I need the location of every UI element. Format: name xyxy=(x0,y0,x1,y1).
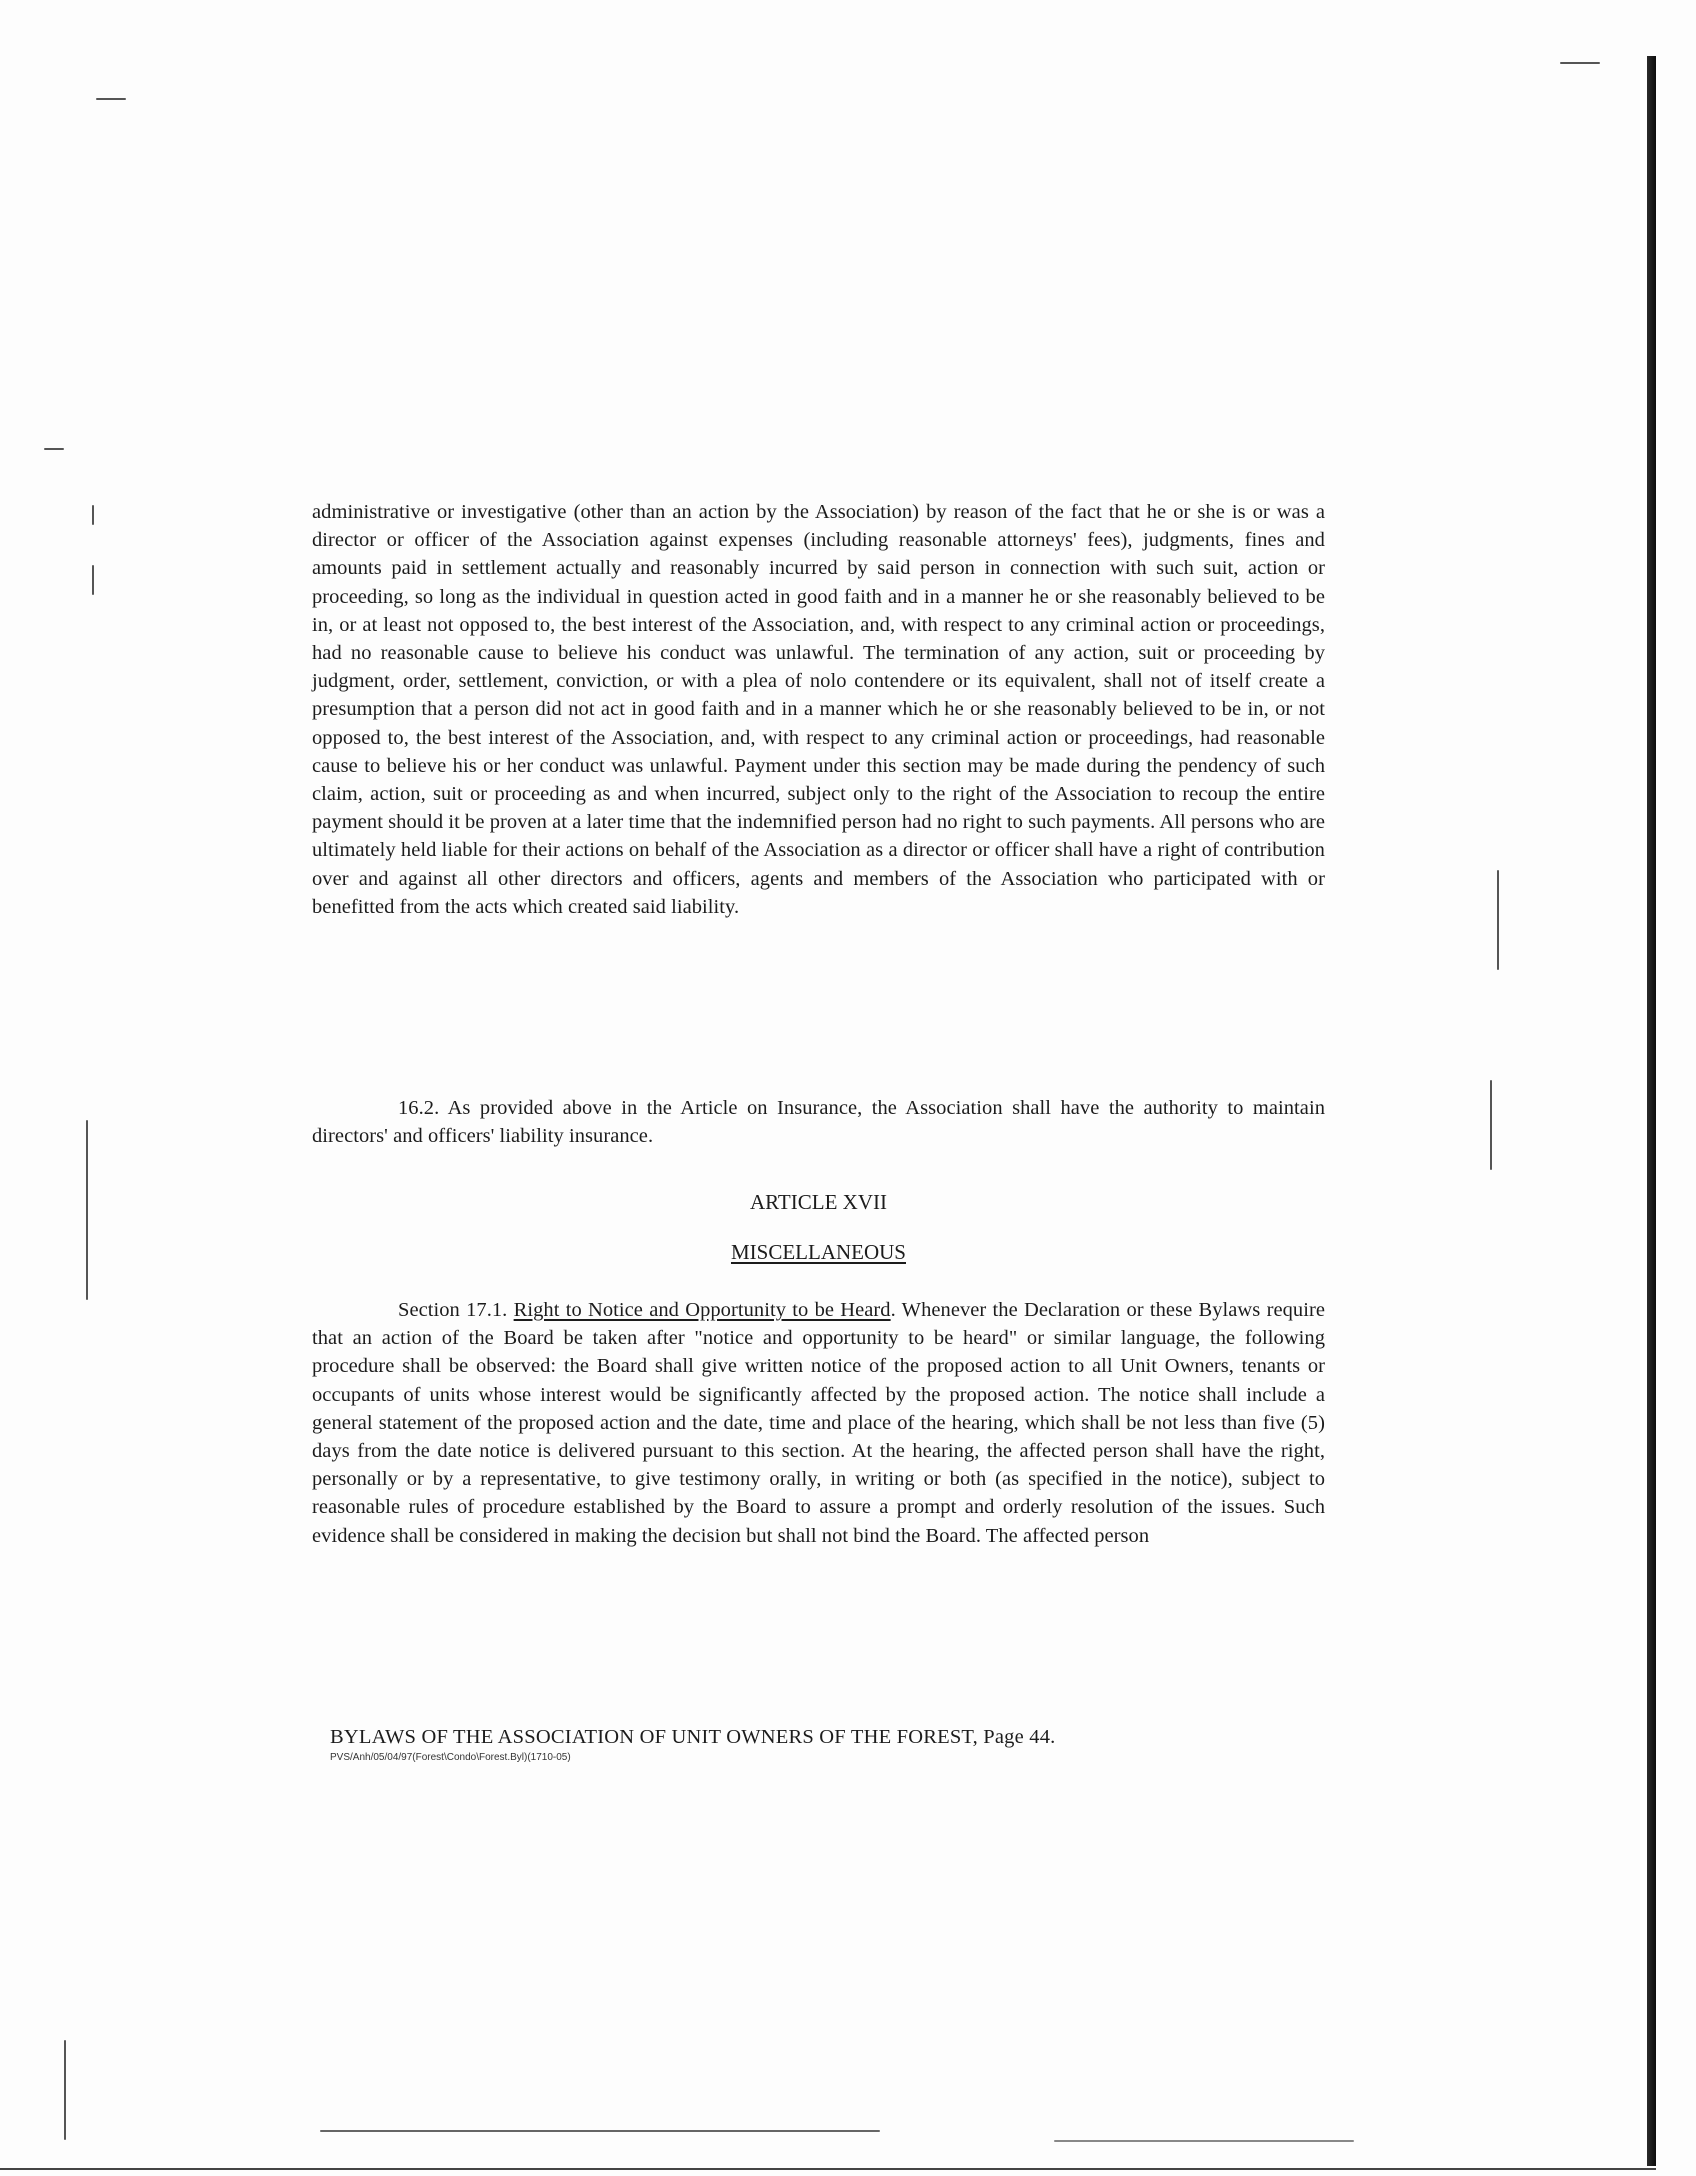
scan-speck xyxy=(92,505,94,525)
scan-speck xyxy=(92,565,94,595)
article-subheading-text: MISCELLANEOUS xyxy=(730,1240,906,1264)
scan-speck xyxy=(1497,870,1499,970)
scan-speck xyxy=(320,2130,880,2132)
scan-speck xyxy=(1054,2140,1354,2142)
section-title: Right to Notice and Opportunity to be Heard xyxy=(513,1299,891,1321)
page-footer: BYLAWS OF THE ASSOCIATION OF UNIT OWNERS OF THE FOREST, Page 44. xyxy=(330,1726,1056,1748)
scan-speck xyxy=(44,448,64,450)
scan-speck xyxy=(86,1120,88,1300)
scan-speck xyxy=(1490,1080,1492,1170)
scan-speck xyxy=(1560,62,1600,64)
section-prefix: Section 17.1. xyxy=(398,1299,508,1321)
article-subheading xyxy=(312,1240,1325,1265)
indemnification-paragraph: administrative or investigative (other than an action by the Association) by reason of the fact that he or she is or was a director or officer of the Association against expenses (including reasonable attorneys' fees), judgments, fines and amounts paid in settlement actually and reasonably incurred by said person in connection with such suit, action or proceeding, so long as the individual in question acted in good faith and in a manner he or she reasonably believed to be in, or at least not opposed to, the best interest of the Association, and, with respect to any criminal action or proceedings, had no reasonable cause to believe his conduct was unlawful. The termination of any action, suit or proceeding by judgment, order, settlement, conviction, or with a plea of nolo contendere or its equivalent, shall not of itself create a presumption that a person did not act in good faith and in a manner which he or she reasonably believed to be in, or not opposed to, the best interest of the Association, and, with respect to any criminal action or proceedings, had reasonable cause to believe his or her conduct was unlawful. Payment under this section may be made during the pendency of such claim, action, suit or proceeding as and when incurred, subject only to the right of the Association to recoup the entire payment should it be proven at a later time that the indemnified person had no right to such payments. All persons who are ultimately held liable for their actions on behalf of the Association as a director or officer shall have a right of contribution over and against all other directors and officers, agents and members of the Association who participated with or benefitted from the acts which created said liability. xyxy=(312,501,1325,918)
section-17-1-paragraph xyxy=(312,1296,1325,1550)
scan-edge-right xyxy=(1647,56,1656,2166)
article-heading: ARTICLE XVII xyxy=(750,1190,887,1214)
scan-edge-bottom xyxy=(0,2168,1656,2170)
scan-speck xyxy=(64,2040,66,2140)
footer-file-code: PVS/Anh/05/04/97(Forest\Condo\Forest.Byl)(1710-05) xyxy=(330,1752,571,1763)
scan-speck xyxy=(96,98,126,100)
section-body: . Whenever the Declaration or these Bylaws require that an action of the Board be taken after "notice and opportunity to be heard" or similar language, the following procedure shall be observed: the Board shall give written notice of the proposed action to all Unit Owners, tenants or occupants of units whose interest would be significantly affected by the proposed action. The notice shall include a general statement of the proposed action and the date, time and place of the hearing, which shall be not less than five (5) days from the date notice is delivered pursuant to this section. At the hearing, the affected person shall have the right, personally or by a representative, to give testimony orally, in writing or both (as specified in the notice), subject to reasonable rules of procedure established by the Board to assure a prompt and orderly resolution of the issues. Such evidence shall be considered in making the decision but shall not bind the Board. The affected person xyxy=(312,1299,1325,1547)
section-16-2-paragraph: 16.2. As provided above in the Article on Insurance, the Association shall have the authority to maintain directors' and officers' liability insurance. xyxy=(312,1097,1325,1148)
